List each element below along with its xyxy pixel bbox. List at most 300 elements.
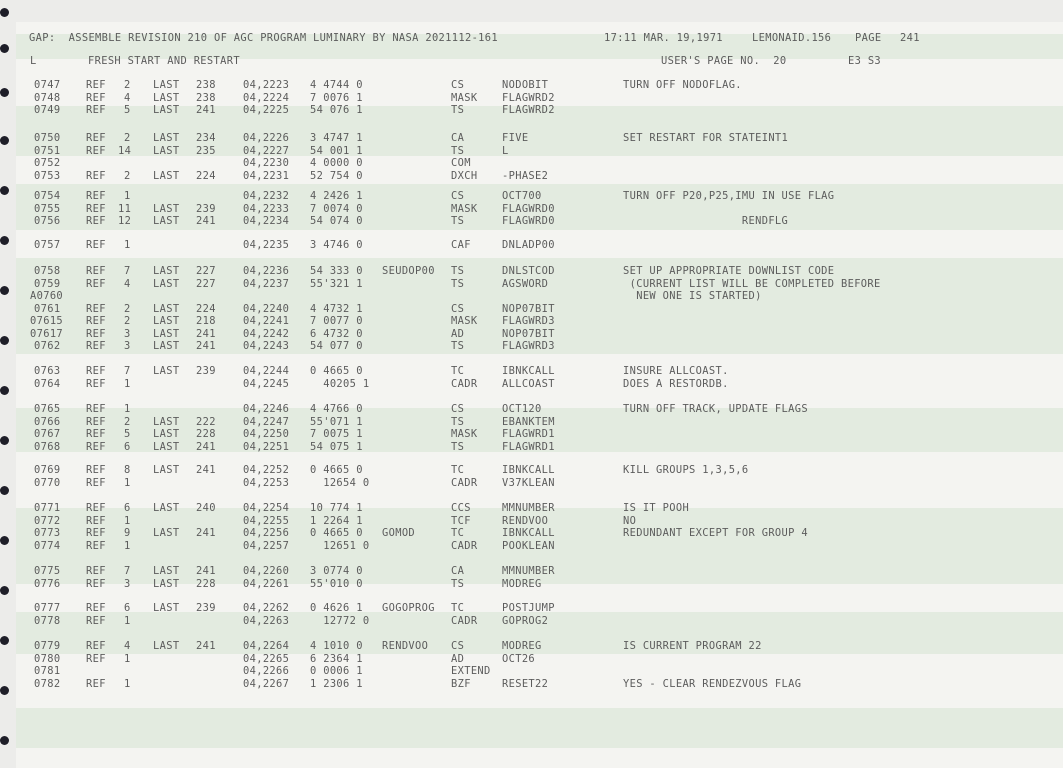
listing-word: 4 4766 0 xyxy=(310,403,363,415)
listing-word: 12772 0 xyxy=(310,614,370,627)
listing-op: CADR xyxy=(451,614,478,627)
listing-line: 0757 xyxy=(34,239,61,251)
listing-op: AD xyxy=(451,652,465,665)
listing-comment: SET RESTART FOR STATEINT1 xyxy=(623,132,789,144)
listing-rc: 7 xyxy=(124,365,131,377)
listing-word: 3 4747 1 xyxy=(310,132,363,144)
listing-ref: REF xyxy=(86,476,106,489)
listing-rc: 1 xyxy=(124,190,131,202)
listing-operand: FLAGWRD2 xyxy=(502,104,555,116)
listing-word: 1 2306 1 xyxy=(310,677,363,690)
listing-operand: FLAGWRD3 xyxy=(502,315,555,327)
listing-rc: 8 xyxy=(124,464,131,476)
listing-op: CS xyxy=(451,190,465,202)
listing-ref: REF xyxy=(86,340,106,352)
sprocket-hole xyxy=(0,736,9,745)
listing-line: 0773 xyxy=(34,527,61,539)
listing-ref: REF xyxy=(86,527,106,539)
listing-lp: 222 xyxy=(196,415,216,428)
listing-word: 0 4665 0 xyxy=(310,464,363,476)
listing-comment: YES - CLEAR RENDEZVOUS FLAG xyxy=(623,677,802,690)
listing-line: 0747 xyxy=(34,79,61,91)
listing-word: 7 0077 0 xyxy=(310,315,363,327)
listing-lp: 235 xyxy=(196,144,216,157)
listing-rc: 1 xyxy=(124,514,131,527)
listing-word: 7 0075 1 xyxy=(310,428,363,440)
listing-ref: REF xyxy=(86,132,106,144)
listing-ref: REF xyxy=(86,104,106,116)
listing-addr: 04,2256 xyxy=(243,527,290,539)
listing-title: GAP: ASSEMBLE REVISION 210 OF AGC PROGRAM LUMINARY BY NASA 2021112-161 xyxy=(29,32,499,44)
listing-word: 54 074 0 xyxy=(310,215,363,227)
sprocket-hole xyxy=(0,386,9,395)
listing-op: CADR xyxy=(451,539,478,552)
sprocket-hole xyxy=(0,286,9,295)
listing-addr: 04,2255 xyxy=(243,514,290,527)
listing-addr: 04,2235 xyxy=(243,239,290,251)
listing-operand: POOKLEAN xyxy=(502,539,555,552)
listing-rc: 5 xyxy=(124,104,131,116)
listing-rc: 14 xyxy=(118,144,132,157)
listing-last: LAST xyxy=(153,464,180,476)
listing-rc: 1 xyxy=(124,403,131,415)
listing-rc: 2 xyxy=(124,315,131,327)
listing-word: 55'010 0 xyxy=(310,577,363,590)
listing-word: 6 4732 0 xyxy=(310,327,363,340)
listing-row xyxy=(16,653,1063,665)
listing-word: 4 4744 0 xyxy=(310,79,363,91)
listing-op: TS xyxy=(451,104,465,116)
sprocket-hole xyxy=(0,486,9,495)
listing-addr: 04,2226 xyxy=(243,132,290,144)
listing-operand: ALLCOAST xyxy=(502,377,555,390)
listing-row xyxy=(16,615,1063,627)
listing-word: 55'321 1 xyxy=(310,277,363,290)
listing-rc: 2 xyxy=(124,169,131,182)
listing-lp: 239 xyxy=(196,202,216,215)
listing-rc: 7 xyxy=(124,565,131,577)
listing-lp: 238 xyxy=(196,79,216,91)
listing-line: 0758 xyxy=(34,265,61,277)
listing-comment: TURN OFF P20,P25,IMU IN USE FLAG xyxy=(623,190,835,202)
listing-addr: 04,2244 xyxy=(243,365,290,377)
listing-addr: 04,2225 xyxy=(243,104,290,116)
listing-word: 4 4732 1 xyxy=(310,302,363,315)
listing-comment: INSURE ALLCOAST. xyxy=(623,365,729,377)
listing-ref: REF xyxy=(86,327,106,340)
listing-last: LAST xyxy=(153,577,180,590)
listing-line: 0775 xyxy=(34,565,61,577)
listing-ref: REF xyxy=(86,464,106,476)
listing-rc: 11 xyxy=(118,202,132,215)
listing-line: 0750 xyxy=(34,132,61,144)
listing-op: EXTEND xyxy=(451,665,491,677)
listing-line: 0780 xyxy=(34,652,61,665)
listing-addr: 04,2265 xyxy=(243,652,290,665)
listing-rc: 2 xyxy=(124,415,131,428)
listing-line: 0752 xyxy=(34,157,61,169)
listing-ref: REF xyxy=(86,215,106,227)
listing-operand: FLAGWRD3 xyxy=(502,340,555,352)
listing-op: TS xyxy=(451,440,465,453)
listing-operand: FLAGWRD2 xyxy=(502,91,555,104)
listing-ref: REF xyxy=(86,614,106,627)
listing-last: LAST xyxy=(153,144,180,157)
listing-row xyxy=(16,340,1063,352)
listing-row xyxy=(16,190,1063,202)
listing-row xyxy=(16,265,1063,277)
listing-word: 4 1010 0 xyxy=(310,640,363,652)
listing-last: LAST xyxy=(153,340,180,352)
listing-addr: 04,2264 xyxy=(243,640,290,652)
listing-last: LAST xyxy=(153,202,180,215)
listing-addr: 04,2260 xyxy=(243,565,290,577)
sprocket-hole xyxy=(0,436,9,445)
listing-addr: 04,2227 xyxy=(243,144,290,157)
listing-comment: REDUNDANT EXCEPT FOR GROUP 4 xyxy=(623,527,808,539)
listing-rc: 6 xyxy=(124,602,131,614)
listing-addr: 04,2223 xyxy=(243,79,290,91)
listing-rc: 12 xyxy=(118,215,132,227)
listing-row xyxy=(16,678,1063,690)
listing-lp: 238 xyxy=(196,91,216,104)
listing-word: 0 4665 0 xyxy=(310,365,363,377)
listing-op: TCF xyxy=(451,514,471,527)
listing-label: GOGOPROG xyxy=(382,602,435,614)
listing-rc: 1 xyxy=(124,539,131,552)
listing-word: 54 077 0 xyxy=(310,340,363,352)
listing-row xyxy=(16,502,1063,514)
listing-rc: 1 xyxy=(124,239,131,251)
listing-ref: REF xyxy=(86,565,106,577)
listing-word: 12654 0 xyxy=(310,476,370,489)
sprocket-hole xyxy=(0,686,9,695)
listing-operand: MMNUMBER xyxy=(502,565,555,577)
listing-op: CS xyxy=(451,79,465,91)
listing-row xyxy=(16,278,1063,290)
listing-row xyxy=(16,578,1063,590)
listing-ref: REF xyxy=(86,440,106,453)
listing-op: CA xyxy=(451,132,465,144)
listing-operand: FIVE xyxy=(502,132,529,144)
listing-line: 0756 xyxy=(34,215,61,227)
listing-line: 0765 xyxy=(34,403,61,415)
listing-ref: REF xyxy=(86,302,106,315)
listing-word: 54 001 1 xyxy=(310,144,363,157)
listing-comment: SET UP APPROPRIATE DOWNLIST CODE xyxy=(623,265,835,277)
listing-last: LAST xyxy=(153,527,180,539)
listing-word: 40205 1 xyxy=(310,377,370,390)
listing-last: LAST xyxy=(153,565,180,577)
section-code: E3 S3 xyxy=(848,55,882,67)
listing-line: 0777 xyxy=(34,602,61,614)
listing-word: 52 754 0 xyxy=(310,169,363,182)
listing-row xyxy=(16,665,1063,677)
listing-label: GOMOD xyxy=(382,527,416,539)
listing-addr: 04,2247 xyxy=(243,415,290,428)
listing-op: AD xyxy=(451,327,465,340)
listing-operand: OCT26 xyxy=(502,652,536,665)
listing-row xyxy=(16,527,1063,539)
listing-lp: 241 xyxy=(196,640,216,652)
listing-row xyxy=(16,92,1063,104)
listing-rc: 1 xyxy=(124,677,131,690)
listing-operand: RENDVOO xyxy=(502,514,549,527)
listing-line: 0759 xyxy=(34,277,61,290)
listing-line: 0761 xyxy=(34,302,61,315)
listing-line: 0766 xyxy=(34,415,61,428)
listing-row xyxy=(16,515,1063,527)
listing-addr: 04,2257 xyxy=(243,539,290,552)
listing-ref: REF xyxy=(86,640,106,652)
listing-addr: 04,2250 xyxy=(243,428,290,440)
listing-op: TC xyxy=(451,365,465,377)
listing-operand: L xyxy=(502,144,509,157)
listing-lp: 241 xyxy=(196,440,216,453)
listing-lp: 234 xyxy=(196,132,216,144)
listing-operand: IBNKCALL xyxy=(502,527,555,539)
listing-word: 7 0076 1 xyxy=(310,91,363,104)
listing-rc: 1 xyxy=(124,614,131,627)
listing-operand: FLAGWRD1 xyxy=(502,440,555,453)
sprocket-hole xyxy=(0,536,9,545)
listing-lp: 239 xyxy=(196,365,216,377)
listing-word: 0 4626 1 xyxy=(310,602,363,614)
listing-last: LAST xyxy=(153,79,180,91)
listing-last: LAST xyxy=(153,415,180,428)
listing-operand: RESET22 xyxy=(502,677,549,690)
listing-lp: 241 xyxy=(196,340,216,352)
listing-row xyxy=(16,441,1063,453)
listing-word: 12651 0 xyxy=(310,539,370,552)
listing-word: 0 4665 0 xyxy=(310,527,363,539)
listing-ref: REF xyxy=(86,144,106,157)
listing-last: LAST xyxy=(153,428,180,440)
listing-ref: REF xyxy=(86,502,106,514)
listing-operand: IBNKCALL xyxy=(502,464,555,476)
listing-addr: 04,2267 xyxy=(243,677,290,690)
listing-rc: 3 xyxy=(124,340,131,352)
listing-word: 7 0074 0 xyxy=(310,202,363,215)
listing-op: CS xyxy=(451,640,465,652)
listing-word: 1 2264 1 xyxy=(310,514,363,527)
sprocket-hole xyxy=(0,336,9,345)
listing-op: TS xyxy=(451,215,465,227)
listing-word: 3 4746 0 xyxy=(310,239,363,251)
listing-op: MASK xyxy=(451,91,478,104)
listing-line: 07617 xyxy=(30,327,64,340)
listing-row xyxy=(16,403,1063,415)
sprocket-hole xyxy=(0,88,9,97)
listing-op: TC xyxy=(451,464,465,476)
page-number: 241 xyxy=(900,32,920,44)
listing-comment: (CURRENT LIST WILL BE COMPLETED BEFORE xyxy=(623,277,881,290)
listing-line: 0753 xyxy=(34,169,61,182)
listing-operand: OCT120 xyxy=(502,403,542,415)
listing-word: 54 333 0 xyxy=(310,265,363,277)
listing-ref: REF xyxy=(86,428,106,440)
listing-op: TS xyxy=(451,144,465,157)
listing-op: DXCH xyxy=(451,169,478,182)
listing-op: TS xyxy=(451,340,465,352)
listing-ref: REF xyxy=(86,415,106,428)
listing-lp: 240 xyxy=(196,502,216,514)
listing-comment: NO xyxy=(623,514,637,527)
listing-line: 0774 xyxy=(34,539,61,552)
listing-word: 0 0006 1 xyxy=(310,665,363,677)
sprocket-hole xyxy=(0,236,9,245)
listing-operand: NOP07BIT xyxy=(502,302,555,315)
listing-ref: REF xyxy=(86,577,106,590)
listing-row xyxy=(16,170,1063,182)
page-header xyxy=(16,32,1063,44)
listing-ref: REF xyxy=(86,403,106,415)
listing-addr: 04,2233 xyxy=(243,202,290,215)
listing-lp: 241 xyxy=(196,327,216,340)
listing-line: 0751 xyxy=(34,144,61,157)
listing-rc: 2 xyxy=(124,132,131,144)
listing-addr: 04,2254 xyxy=(243,502,290,514)
listing-row xyxy=(16,215,1063,227)
listing-last: LAST xyxy=(153,302,180,315)
listing-row xyxy=(16,428,1063,440)
listing-addr: 04,2266 xyxy=(243,665,290,677)
listing-last: LAST xyxy=(153,169,180,182)
listing-addr: 04,2240 xyxy=(243,302,290,315)
listing-addr: 04,2251 xyxy=(243,440,290,453)
listing-op: TS xyxy=(451,415,465,428)
listing-last: LAST xyxy=(153,215,180,227)
sprocket-hole xyxy=(0,44,9,53)
listing-op: TS xyxy=(451,277,465,290)
listing-operand: IBNKCALL xyxy=(502,365,555,377)
listing-addr: 04,2231 xyxy=(243,169,290,182)
listing-last: LAST xyxy=(153,104,180,116)
listing-op: COM xyxy=(451,157,471,169)
listing-operand: AGSWORD xyxy=(502,277,549,290)
listing-operand: FLAGWRD0 xyxy=(502,215,555,227)
listing-word: 4 2426 1 xyxy=(310,190,363,202)
listing-lp: 224 xyxy=(196,169,216,182)
listing-lp: 218 xyxy=(196,315,216,327)
listing-rc: 6 xyxy=(124,502,131,514)
listing-word: 3 0774 0 xyxy=(310,565,363,577)
listing-op: CS xyxy=(451,302,465,315)
listing-ref: REF xyxy=(86,190,106,202)
listing-lp: 241 xyxy=(196,464,216,476)
listing-line: 0776 xyxy=(34,577,61,590)
listing-lp: 239 xyxy=(196,602,216,614)
listing-ref: REF xyxy=(86,91,106,104)
listing-ref: REF xyxy=(86,277,106,290)
listing-lp: 228 xyxy=(196,428,216,440)
listing-operand: EBANKTEM xyxy=(502,415,555,428)
listing-row xyxy=(16,303,1063,315)
listing-lp: 227 xyxy=(196,265,216,277)
listing-lp: 228 xyxy=(196,577,216,590)
listing-line: 0778 xyxy=(34,614,61,627)
listing-op: CAF xyxy=(451,239,471,251)
listing-ref: REF xyxy=(86,169,106,182)
listing-addr: 04,2232 xyxy=(243,190,290,202)
timestamp: 17:11 MAR. 19,1971 xyxy=(604,32,723,44)
listing-ref: REF xyxy=(86,239,106,251)
listing-line: 0754 xyxy=(34,190,61,202)
listing-last: LAST xyxy=(153,315,180,327)
listing-row xyxy=(16,540,1063,552)
page-label: PAGE xyxy=(855,32,882,44)
listing-addr: 04,2246 xyxy=(243,403,290,415)
listing-addr: 04,2245 xyxy=(243,377,290,390)
listing-rc: 3 xyxy=(124,577,131,590)
listing-operand: -PHASE2 xyxy=(502,169,549,182)
subheader-mark: L xyxy=(30,55,37,67)
listing-rc: 4 xyxy=(124,640,131,652)
listing-addr: 04,2234 xyxy=(243,215,290,227)
listing-row xyxy=(16,290,1063,302)
listing-rc: 1 xyxy=(124,377,131,390)
listing-row xyxy=(16,365,1063,377)
listing-addr: 04,2253 xyxy=(243,476,290,489)
listing-last: LAST xyxy=(153,327,180,340)
listing-operand: GOPROG2 xyxy=(502,614,549,627)
listing-rc: 9 xyxy=(124,527,131,539)
listing-row xyxy=(16,145,1063,157)
listing-last: LAST xyxy=(153,132,180,144)
listing-rc: 4 xyxy=(124,277,131,290)
listing-ref: REF xyxy=(86,514,106,527)
listing-row xyxy=(16,640,1063,652)
printout-page xyxy=(16,22,1063,768)
listing-operand: OCT700 xyxy=(502,190,542,202)
listing-op: MASK xyxy=(451,428,478,440)
listing-operand: NOP07BIT xyxy=(502,327,555,340)
listing-operand: DNLADP00 xyxy=(502,239,555,251)
listing-lp: 241 xyxy=(196,565,216,577)
listing-operand: FLAGWRD1 xyxy=(502,428,555,440)
listing-rc: 6 xyxy=(124,440,131,453)
sprocket-hole xyxy=(0,136,9,145)
sprocket-hole xyxy=(0,586,9,595)
listing-op: TC xyxy=(451,527,465,539)
listing-row xyxy=(16,602,1063,614)
listing-last: LAST xyxy=(153,640,180,652)
listing-word: 10 774 1 xyxy=(310,502,363,514)
listing-operand: POSTJUMP xyxy=(502,602,555,614)
listing-line: 0772 xyxy=(34,514,61,527)
listing-line: 0779 xyxy=(34,640,61,652)
listing-op: CS xyxy=(451,403,465,415)
listing-operand: FLAGWRD0 xyxy=(502,202,555,215)
listing-addr: 04,2261 xyxy=(243,577,290,590)
listing-line: 0769 xyxy=(34,464,61,476)
listing-row xyxy=(16,464,1063,476)
sprocket-hole xyxy=(0,186,9,195)
listing-lp: 241 xyxy=(196,215,216,227)
listing-ref: REF xyxy=(86,602,106,614)
listing-word: 55'071 1 xyxy=(310,415,363,428)
listing-line: 0771 xyxy=(34,502,61,514)
listing-ref: REF xyxy=(86,652,106,665)
listing-row xyxy=(16,104,1063,116)
users-page: USER'S PAGE NO. 20 xyxy=(661,55,787,67)
listing-op: CA xyxy=(451,565,465,577)
listing-ref: REF xyxy=(86,365,106,377)
listing-word: 4 0000 0 xyxy=(310,157,363,169)
listing-line: 0768 xyxy=(34,440,61,453)
listing-row xyxy=(16,79,1063,91)
listing-row xyxy=(16,132,1063,144)
